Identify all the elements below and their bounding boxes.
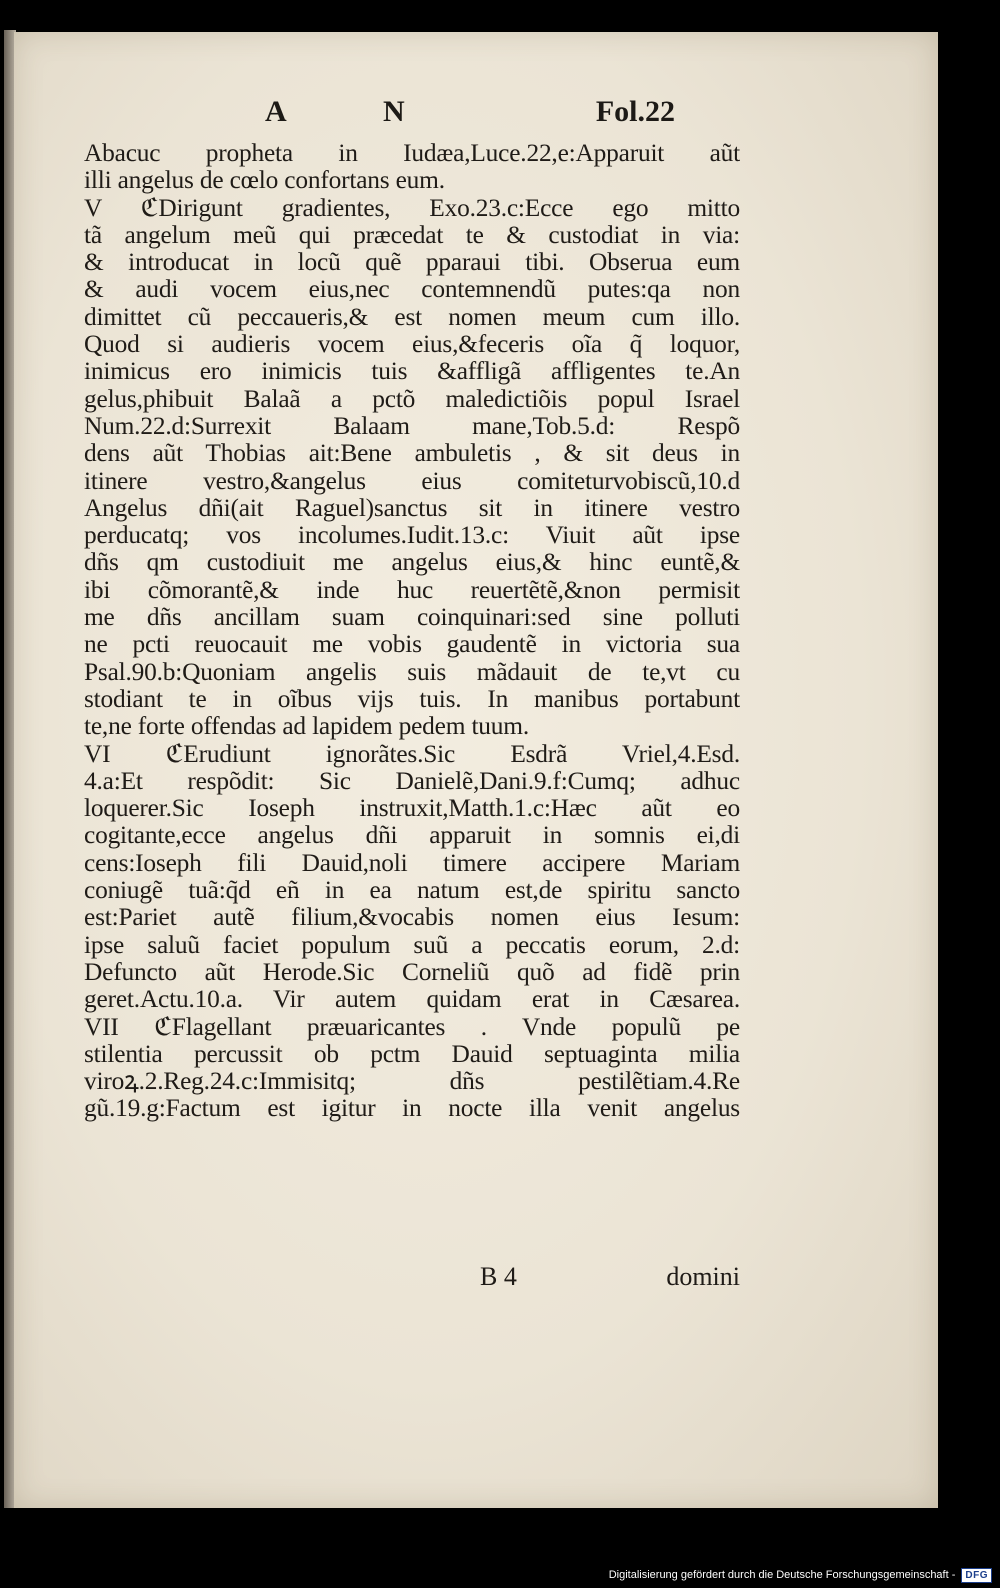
running-head-letter-left: A [265, 95, 287, 128]
text-line: cogitante,ecce angelus dñi apparuit in somnis ei,di [84, 822, 740, 850]
text-line: me dñs ancillam suam coinquinari:sed sine polluti [84, 604, 740, 632]
dfg-logo: DFG [961, 1568, 992, 1583]
text-line: viroꝝ.2.Reg.24.c:Immisitq; dñs pestilẽtiam.4.Re [84, 1068, 740, 1096]
text-line: Defuncto aũt Herode.Sic Corneliũ quõ ad fidẽ prin [84, 958, 740, 986]
text-line: inimicus ero inimicis tuis &affligã affligentes te.An [84, 358, 740, 386]
body-text [84, 140, 740, 1123]
text-line: loquerer.Sic Ioseph instruxit,Matth.1.c:Hæc aũt eo [84, 795, 740, 823]
text-line: Abacuc propheta in Iudæa,Luce.22,e:Apparuit aũt [84, 140, 740, 167]
running-head [255, 95, 675, 135]
text-line: ne pcti reuocauit me vobis gaudentẽ in victoria sua [84, 631, 740, 659]
text-line: gelus,phibuit Balaã a pctõ maledictiõis popul Israel [84, 385, 740, 413]
text-line: te,ne forte offendas ad lapidem pedem tuum. [84, 713, 529, 741]
text-line: ipse saluũ faciet populum suũ a peccatis eorum, 2.d: [84, 931, 740, 959]
text-line: Angelus dñi(ait Raguel)sanctus sit in itinere vestro [84, 494, 740, 522]
text-line: Quod si audieris vocem eius,&feceris oĩa q̃ loquor, [84, 331, 740, 359]
text-line: stilentia percussit ob pctm Dauid septuaginta milia [84, 1040, 740, 1068]
text-line: V ℭDirigunt gradientes, Exo.23.c:Ecce ego mitto [84, 194, 740, 222]
signature-mark: B 4 [480, 1262, 517, 1291]
text-line: dñs qm custodiuit me angelus eius,& hinc euntẽ,& [84, 549, 740, 577]
text-line: gũ.19.g:Factum est igitur in nocte illa venit angelus [84, 1095, 740, 1123]
text-line: coniugẽ tuã:q̃d eñ in ea natum est,de spiritu sancto [84, 877, 740, 905]
text-line: dimittet cũ peccaueris,& est nomen meum cum illo. [84, 303, 740, 331]
text-line: VI ℭErudiunt ignorãtes.Sic Esdrã Vriel,4.Esd. [84, 740, 740, 768]
text-line: & introducat in locũ quẽ pparaui tibi. Obserua eum [84, 249, 740, 277]
text-line: ibi cõmorantẽ,& inde huc reuertẽtẽ,&non permisit [84, 576, 740, 604]
text-line: perducatq; vos incolumes.Iudit.13.c: Viuit aũt ipse [84, 522, 740, 550]
text-line: cens:Ioseph fili Dauid,noli timere accipere Mariam [84, 849, 740, 877]
catchword: domini [666, 1262, 740, 1291]
text-line: geret.Actu.10.a. Vir autem quidam erat in Cæsarea. [84, 986, 740, 1014]
text-line: & audi vocem eius,nec contemnendũ putes:qa non [84, 276, 740, 304]
funding-text: Digitalisierung gefördert durch die Deutsche Forschungsgemeinschaft - [608, 1569, 956, 1581]
catchline [480, 1262, 740, 1296]
funding-footer [609, 1566, 992, 1584]
text-line: illi angelus de cœlo confortans eum. [84, 167, 445, 195]
text-line: dens aũt Thobias ait:Bene ambuletis , & sit deus in [84, 440, 740, 468]
text-line: Psal.90.b:Quoniam angelis suis mãdauit de te,vt cu [84, 658, 740, 686]
running-head-letter-center: N [383, 95, 405, 128]
folio-number: Fol.22 [595, 95, 675, 128]
scan-bottom-band [0, 1508, 1000, 1588]
text-line: itinere vestro,&angelus eius comiteturvobiscũ,10.d [84, 467, 740, 495]
text-line: stodiant te in oĩbus vijs tuis. In manibus portabunt [84, 685, 740, 713]
text-line: 4.a:Et respõdit: Sic Danielẽ,Dani.9.f:Cumq; adhuc [84, 767, 740, 795]
text-line: tã angelum meũ qui præcedat te & custodiat in via: [84, 221, 740, 249]
text-line: Num.22.d:Surrexit Balaam mane,Tob.5.d: Respõ [84, 412, 740, 440]
text-line: VII ℭFlagellant præuaricantes . Vnde populũ pe [84, 1013, 740, 1041]
text-line: est:Pariet autẽ filium,&vocabis nomen eius Iesum: [84, 904, 740, 932]
